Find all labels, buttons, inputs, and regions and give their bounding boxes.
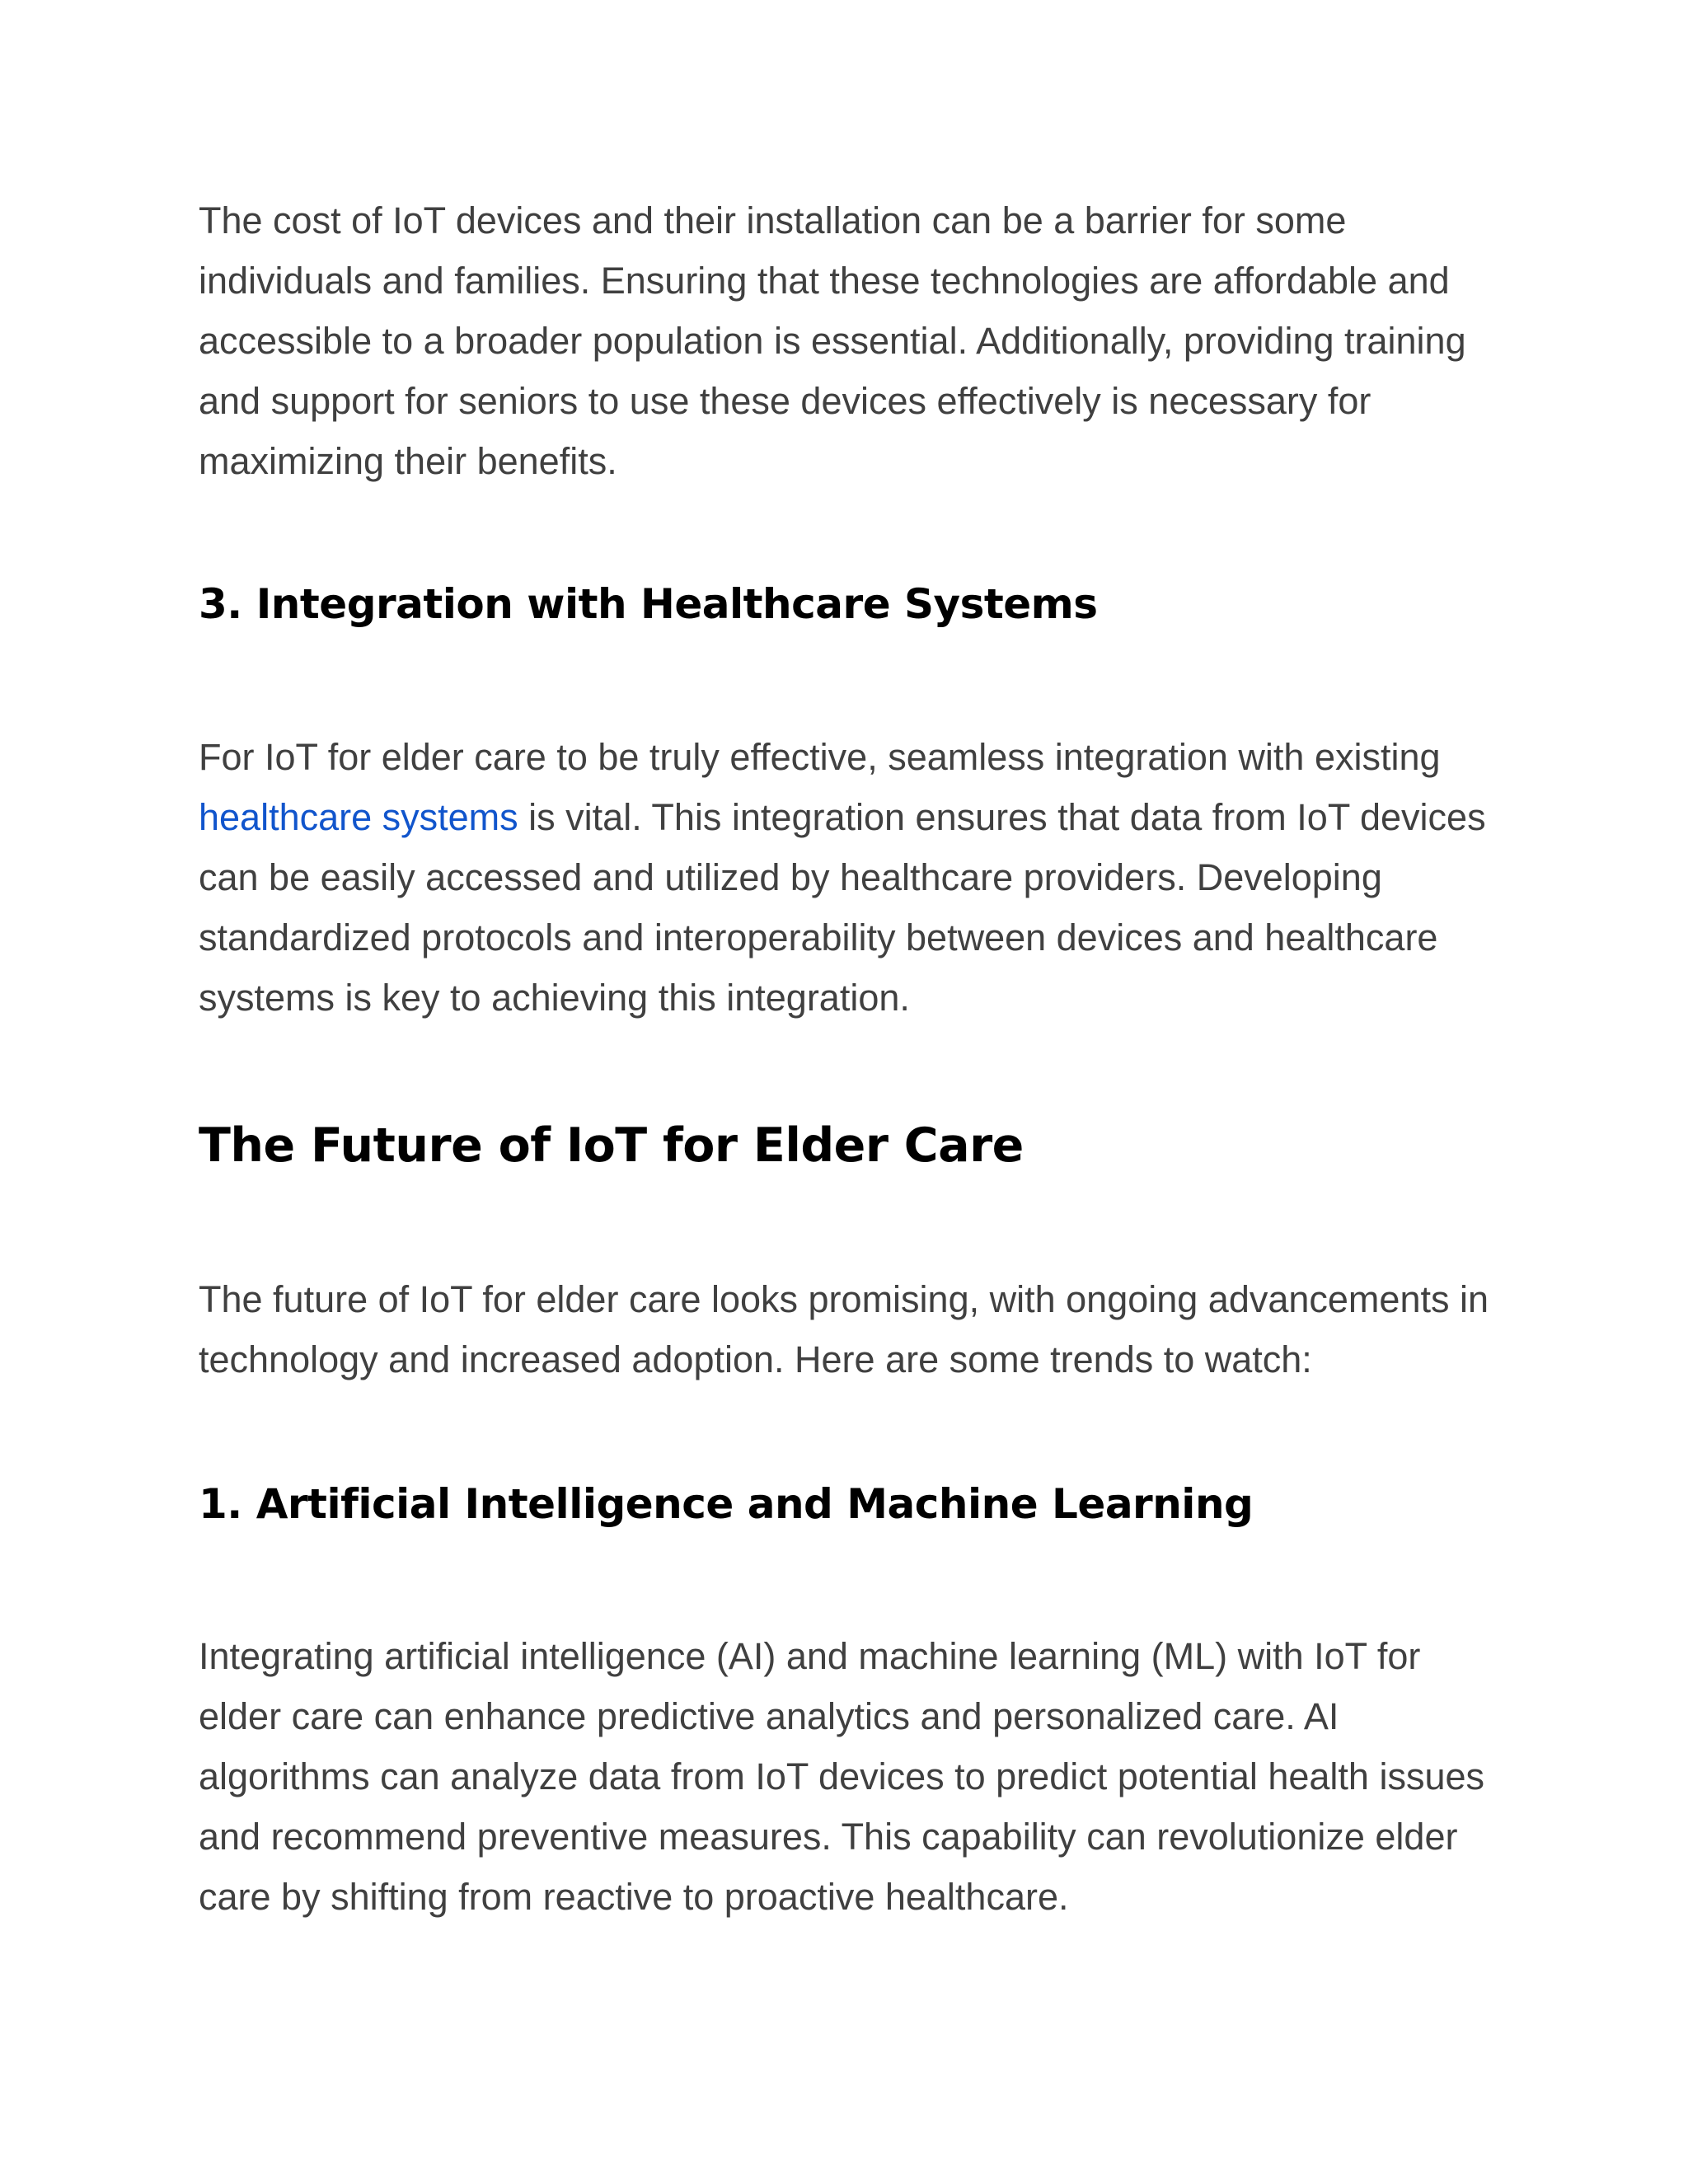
- paragraph-integration-text-start: For IoT for elder care to be truly effective, seamless integration with existing: [199, 736, 1441, 778]
- paragraph-ai: [199, 1626, 1501, 1927]
- heading-ai-ml: 1. Artificial Intelligence and Machine Learning: [199, 1480, 1254, 1528]
- paragraph-cost-text: The cost of IoT devices and their installation can be a barrier for some individuals and families. Ensuring that these technologies are affordable and accessible to a broader population is essential. Additionally, providing training and support for seniors to use these devices effectively is necessary for maximizing their benefits.: [199, 199, 1466, 482]
- paragraph-ai-text: Integrating artificial intelligence (AI) and machine learning (ML) with IoT for elder care can enhance predictive analytics and personalized care. AI algorithms can analyze data from IoT devices to predict potential health issues and recommend preventive measures. This capability can revolutionize elder care by shifting from reactive to proactive healthcare.: [199, 1635, 1485, 1918]
- paragraph-integration-text-end: is vital. This integration ensures that data from IoT devices can be easily accessed and utilized by healthcare providers. Developing standardized protocols and interoperability between devices and healthcare systems is key to achieving this integration.: [199, 796, 1486, 1019]
- heading-integration-healthcare: 3. Integration with Healthcare Systems: [199, 580, 1098, 628]
- paragraph-future-intro: [199, 1269, 1501, 1390]
- healthcare-systems-link[interactable]: healthcare systems: [199, 796, 518, 838]
- paragraph-integration: [199, 727, 1501, 1028]
- paragraph-cost: [199, 190, 1501, 491]
- heading-future: The Future of IoT for Elder Care: [199, 1118, 1024, 1173]
- paragraph-future-intro-text: The future of IoT for elder care looks promising, with ongoing advancements in technology and increased adoption. Here are some trends to watch:: [199, 1278, 1489, 1380]
